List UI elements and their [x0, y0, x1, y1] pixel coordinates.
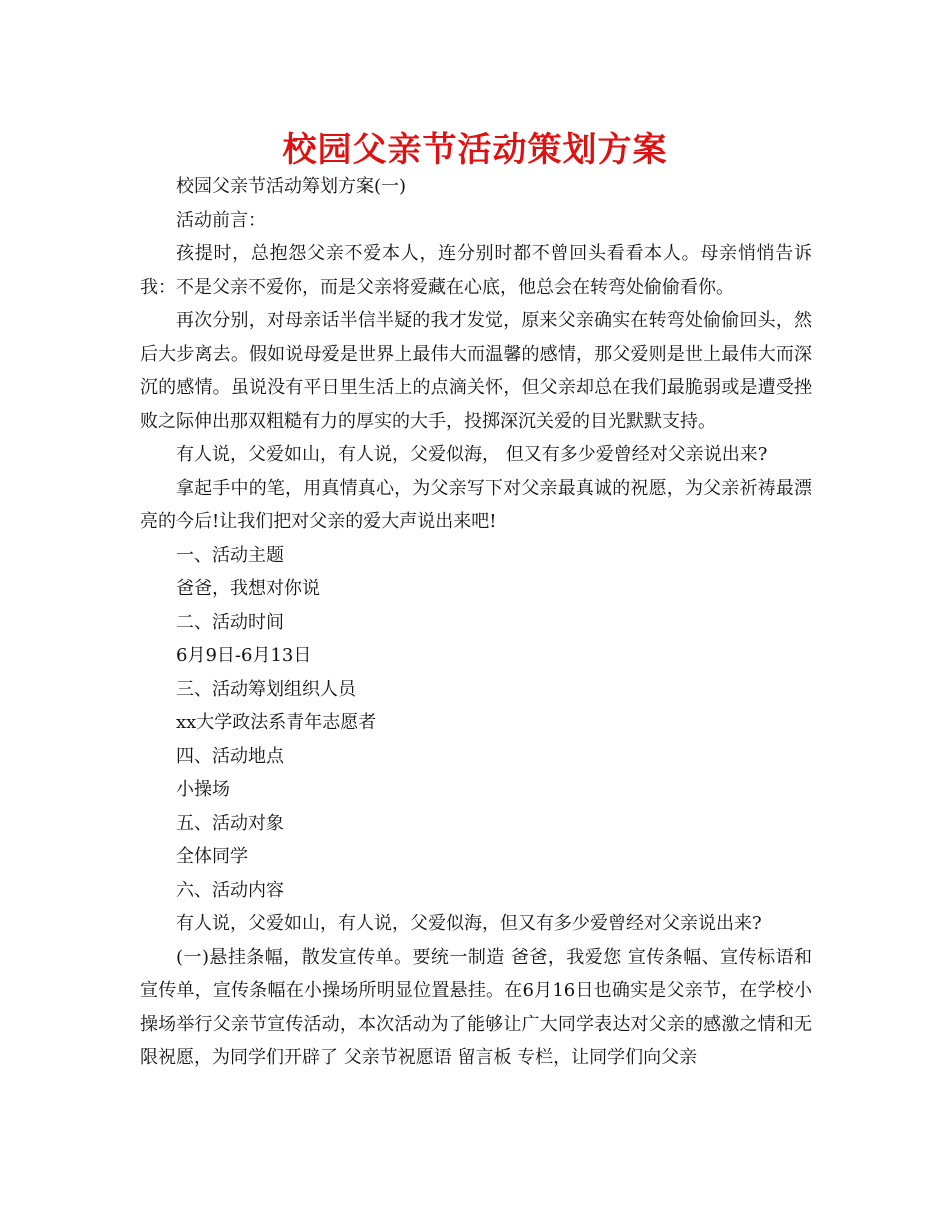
paragraph-preface-heading: 活动前言：: [176, 209, 266, 231]
document-body: [140, 170, 812, 1075]
section-value-location: 小操场: [176, 779, 230, 800]
section-heading-organizers: 三、活动筹划组织人员: [176, 678, 356, 700]
section-value-theme: 爸爸，我想对你说: [176, 578, 320, 599]
section-value-audience: 全体同学: [176, 846, 248, 867]
paragraph-subtitle: 校园父亲节活动筹划方案(一): [176, 176, 407, 197]
paragraph-preface-4: 拿起手中的笔，用真情真心，为父亲写下对父亲最真诚的祝愿，为父亲祈祷最漂亮的今后!让我们把对父亲的爱大声说出来吧!: [140, 477, 812, 532]
paragraph-preface-2: 再次分别，对母亲话半信半疑的我才发觉，原来父亲确实在转弯处偷偷回头，然后大步离去。假如说母爱是世界上最伟大而温馨的感情，那父爱则是世上最伟大而深沉的感情。虽说没有平日里生活上的点滴关怀，但父亲却总在我们最脆弱或是遭受挫败之际伸出那双粗糙有力的厚实的大手，投掷深沉关爱的目光默默支持。: [140, 310, 812, 432]
paragraph-preface-3: 有人说，父爱如山，有人说，父爱似海， 但又有多少爱曾经对父亲说出来?: [176, 444, 768, 465]
document-title: 校园父亲节活动策划方案: [282, 130, 668, 170]
section-heading-location: 四、活动地点: [176, 745, 284, 767]
section-heading-theme: 一、活动主题: [176, 544, 284, 566]
paragraph-content-1: (一)悬挂条幅，散发宣传单。要统一制造 爸爸，我爱您 宣传条幅、宣传标语和宣传单，宣传条幅在小操场所明显位置悬挂。在6月16日也确实是父亲节，在学校小操场举行父亲节宣传活动，本次活动为了能够让广大同学表达对父亲的感激之情和无限祝愿，为同学们开辟了 父亲节祝愿语 留言板 专栏，让同学们向父亲: [140, 946, 812, 1068]
paragraph-content-intro: 有人说，父爱如山，有人说，父爱似海，但又有多少爱曾经对父亲说出来?: [176, 913, 762, 934]
section-heading-time: 二、活动时间: [176, 611, 284, 633]
section-heading-audience: 五、活动对象: [176, 812, 284, 834]
section-value-time: 6月9日-6月13日: [176, 645, 312, 666]
paragraph-preface-1: 孩提时，总抱怨父亲不爱本人，连分别时都不曾回头看看本人。母亲悄悄告诉我：不是父亲不爱你，而是父亲将爱藏在心底，他总会在转弯处偷偷看你。: [140, 243, 812, 298]
section-heading-content: 六、活动内容: [176, 879, 284, 901]
section-value-organizers: xx大学政法系青年志愿者: [176, 712, 377, 733]
